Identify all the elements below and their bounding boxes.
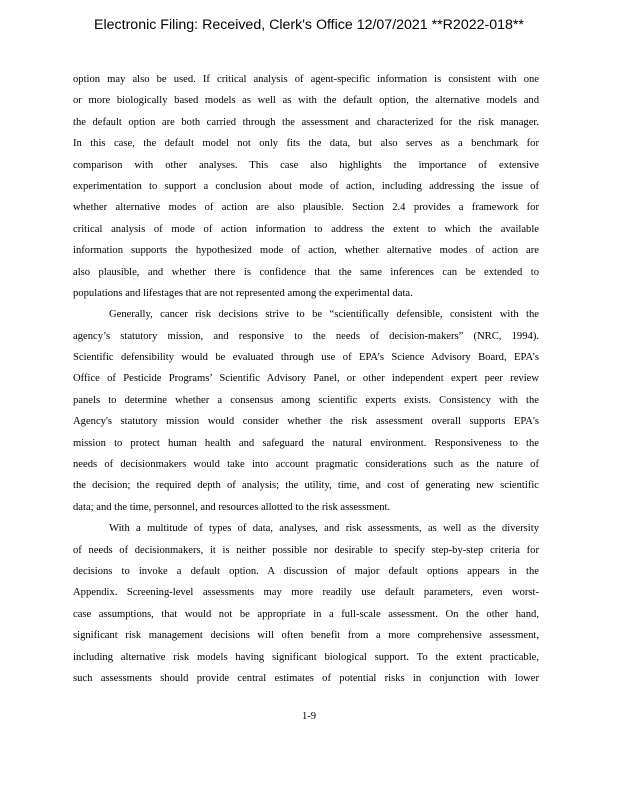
text-line: mission to protect human health and safeguard the natural environment. Responsiveness to the [73, 437, 539, 449]
text-line: experimentation to support a conclusion about mode of action, including addressing the issue of [73, 180, 539, 192]
text-line: option may also be used. If critical analysis of agent-specific information is consistent with one [73, 74, 539, 85]
text-line: significant risk management decisions will often benefit from a more comprehensive assessment, [73, 630, 539, 642]
document-body [73, 69, 539, 689]
text-line: comparison with other analyses. This case also highlights the importance of extensive [73, 159, 539, 171]
text-line: also plausible, and whether there is confidence that the same inferences can be extended to [73, 266, 539, 278]
text-line: Agency's statutory mission would consider whether the risk assessment overall supports EPA's [73, 416, 539, 428]
text-line: Scientific defensibility would be evaluated through use of EPA’s Science Advisory Board, EPA’s [73, 352, 539, 364]
text-line: case assumptions, that would not be appropriate in a full-scale assessment. On the other hand, [73, 608, 539, 620]
page-number: 1-9 [301, 711, 317, 722]
filing-stamp-header: Electronic Filing: Received, Clerk's Office 12/07/2021 **R2022-018** [94, 17, 524, 33]
text-line: the default option are both carried through the assessment and characterized for the risk manager. [73, 116, 539, 128]
text-line: With a multitude of types of data, analyses, and risk assessments, as well as the diversity [109, 523, 539, 535]
text-line: decisions to invoke a default option. A discussion of major default options appears in the [73, 565, 539, 577]
text-line: panels to determine whether a consensus among scientific experts exists. Consistency with the [73, 394, 539, 406]
text-line: of needs of decisionmakers, it is neither possible nor desirable to specify step-by-step criteria for [73, 544, 539, 556]
text-line: Office of Pesticide Programs’ Scientific Advisory Panel, or other independent expert peer review [73, 373, 539, 385]
text-line: information supports the hypothesized mode of action, whether alternative modes of action are [73, 245, 539, 257]
text-line: or more biologically based models as well as with the default option, the alternative models and [73, 95, 539, 107]
text-line: agency’s statutory mission, and responsive to the needs of decision-makers” (NRC, 1994). [73, 330, 539, 342]
text-line: data; and the time, personnel, and resources allotted to the risk assessment. [73, 501, 391, 513]
text-line: Generally, cancer risk decisions strive to be “scientifically defensible, consistent with the [109, 309, 539, 321]
text-line: the decision; the required depth of analysis; the utility, time, and cost of generating new scientific [73, 480, 539, 492]
text-line: In this case, the default model not only fits the data, but also serves as a benchmark for [73, 138, 539, 150]
text-line: populations and lifestages that are not represented among the experimental data. [73, 287, 413, 299]
text-line: Appendix. Screening-level assessments may more readily use default parameters, even worst- [73, 587, 539, 599]
text-line: such assessments should provide central estimates of potential risks in conjunction with lower [73, 672, 539, 684]
text-line: needs of decisionmakers would take into account pragmatic considerations such as the nature of [73, 459, 539, 471]
text-line: including alternative risk models having significant biological support. To the extent practicable, [73, 651, 539, 663]
text-line: whether alternative modes of action are also plausible. Section 2.4 provides a framework for [73, 202, 539, 214]
text-line: critical analysis of mode of action information to address the extent to which the available [73, 223, 539, 235]
